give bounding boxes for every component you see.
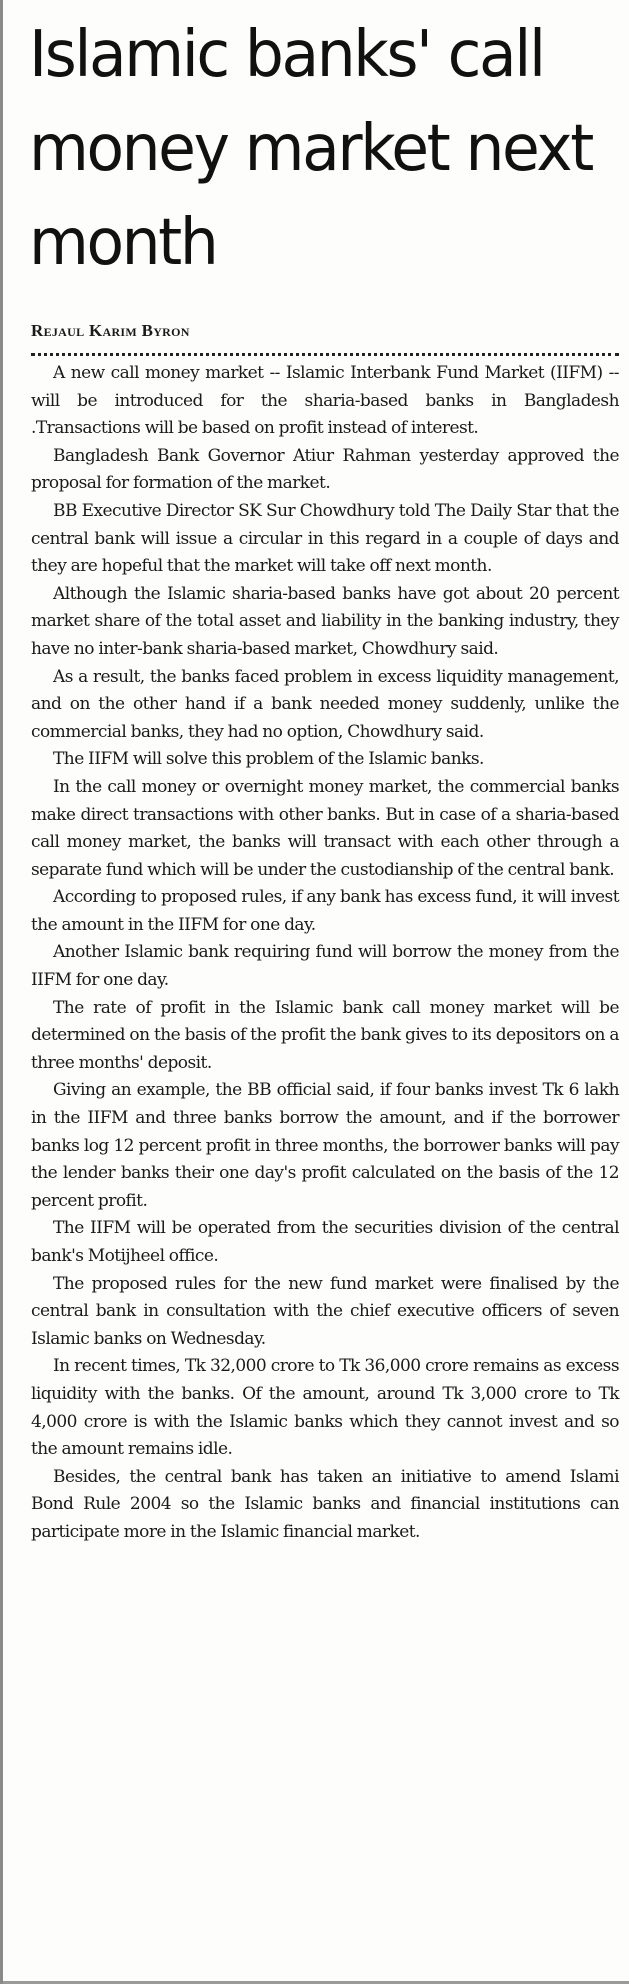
paragraph: Another Islamic bank requiring fund will borrow the money from the IIFM for one day. — [31, 942, 619, 991]
paragraph: The rate of profit in the Islamic bank call money market will be determined on the basis of the profit the bank gives to its depositors on a three months' deposit. — [31, 997, 619, 1073]
paragraph: Besides, the central bank has taken an initiative to amend Islami Bond Rule 2004 so the Islamic banks and financial institutions can participate more in the Islamic financial market. — [31, 1466, 619, 1542]
paragraph: In the call money or overnight money market, the commercial banks make direct transactions with other banks. But in case of a sharia-based call money market, the banks will transact with each other through a separate fund which will be under the custodianship of the central bank. — [31, 776, 619, 880]
byline: Rejaul Karim Byron — [31, 321, 190, 340]
paragraph: The proposed rules for the new fund market were finalised by the central bank in consultation with the chief executive officers of seven Islamic banks on Wednesday. — [31, 1273, 619, 1349]
paragraph: According to proposed rules, if any bank has excess fund, it will invest the amount in the IIFM for one day. — [31, 887, 619, 935]
article-body — [31, 360, 619, 1547]
headline: Islamic banks' call money market next month — [29, 18, 592, 280]
dotted-divider — [31, 353, 619, 356]
paragraph: As a result, the banks faced problem in excess liquidity management, and on the other hand if a bank needed money suddenly, unlike the commercial banks, they had no option, Chowdhury said. — [31, 666, 619, 742]
paragraph: Giving an example, the BB official said, if four banks invest Tk 6 lakh in the IIFM and three banks borrow the amount, and if the borrower banks log 12 percent profit in three months, the borrower banks will pay the lender banks their one day's profit calculated on the basis of the 12 percent profit. — [31, 1080, 619, 1211]
paragraph: Although the Islamic sharia-based banks have got about 20 percent market share of the total asset and liability in the banking industry, they have no inter-bank sharia-based market, Chowdhury said. — [31, 583, 619, 659]
paragraph: The IIFM will solve this problem of the Islamic banks. — [53, 749, 484, 770]
paragraph: In recent times, Tk 32,000 crore to Tk 36,000 crore remains as excess liquidity with the banks. Of the amount, around Tk 3,000 crore to Tk 4,000 crore is with the Islamic banks which they cannot invest and so the amount remains idle. — [31, 1356, 619, 1460]
paragraph: A new call money market -- Islamic Interbank Fund Market (IIFM) -- will be introduced for the sharia-based banks in Bangladesh .Transactions will be based on profit instead of interest. — [31, 363, 619, 439]
paragraph: Bangladesh Bank Governor Atiur Rahman yesterday approved the proposal for formation of the market. — [31, 445, 619, 494]
paragraph: BB Executive Director SK Sur Chowdhury told The Daily Star that the central bank will issue a circular in this regard in a couple of days and they are hopeful that the market will take off next month. — [31, 500, 619, 577]
paragraph: The IIFM will be operated from the securities division of the central bank's Motijheel office. — [31, 1218, 619, 1266]
